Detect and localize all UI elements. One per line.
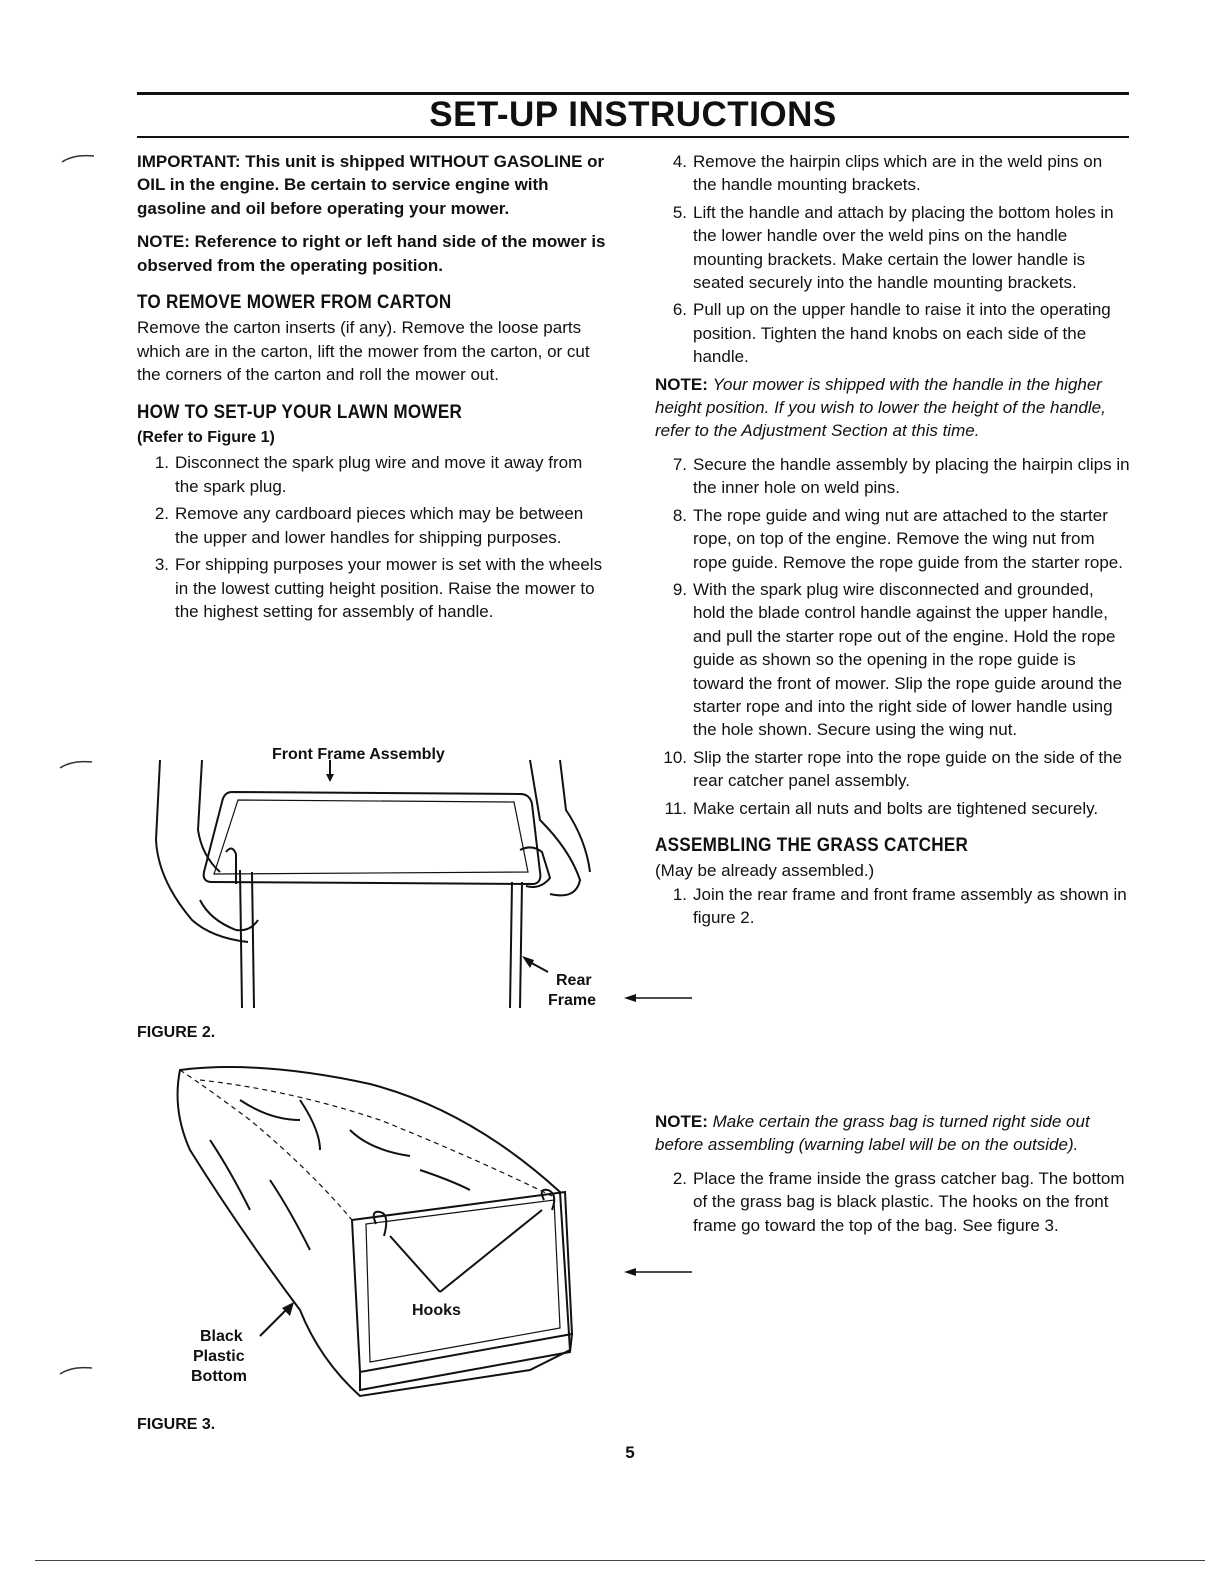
remove-from-carton-text: Remove the carton inserts (if any). Remove the loose parts which are in the carton, lift the mower from the carton, or cut the corners of the carton and roll the mower out. xyxy=(137,318,590,385)
step-number: 8. xyxy=(672,505,687,525)
margin-mark xyxy=(58,756,98,776)
bottom-label-line1: Black xyxy=(200,1328,243,1345)
list-item xyxy=(655,453,1130,500)
bottom-label-line3: Bottom xyxy=(191,1368,247,1385)
grass-catcher-subtitle: (May be already assembled.) xyxy=(655,861,875,881)
left-column xyxy=(137,150,609,627)
list-item xyxy=(655,1167,1130,1237)
remove-from-carton-heading: TO REMOVE MOWER FROM CARTON xyxy=(137,292,452,314)
step-text: Remove any cardboard pieces which may be between the upper and lower handles for shipping purposes. xyxy=(175,504,584,547)
list-item xyxy=(655,201,1130,295)
step-number: 5. xyxy=(672,202,687,222)
step-number: 2. xyxy=(672,1168,687,1188)
step-text: Pull up on the upper handle to raise it into the operating position. Tighten the hand knobs on each side of the handle. xyxy=(693,300,1111,367)
step-text: Make certain all nuts and bolts are tightened securely. xyxy=(693,798,1099,818)
figure2-pointer-arrow xyxy=(620,990,700,1010)
list-item xyxy=(655,883,1130,930)
figure2-caption: FIGURE 2. xyxy=(137,1024,216,1041)
grass-catcher-heading: ASSEMBLING THE GRASS CATCHER xyxy=(655,834,969,856)
side-reference-note: NOTE: Reference to right or left hand side of the mower is observed from the operating position. xyxy=(137,232,606,275)
rear-label-line2: Frame xyxy=(548,992,597,1009)
setup-heading: HOW TO SET-UP YOUR LAWN MOWER xyxy=(137,401,463,423)
step-number: 7. xyxy=(672,454,687,474)
catcher-step-list-2 xyxy=(655,1167,1130,1237)
step-text: Remove the hairpin clips which are in the weld pins on the handle mounting brackets. xyxy=(693,152,1103,195)
handle-steps-list xyxy=(655,150,1130,369)
step-number: 10. xyxy=(663,747,687,767)
figure3-illustration xyxy=(170,1060,590,1420)
step-number: 9. xyxy=(672,579,687,599)
bag-note-block xyxy=(655,1110,1130,1241)
note-text: Make certain the grass bag is turned right side out before assembling (warning label will be on the outside). xyxy=(655,1112,1090,1155)
important-notice: IMPORTANT: This unit is shipped WITHOUT GASOLINE or OIL in the engine. Be certain to service engine with gasoline and oil before operating your mower. xyxy=(137,152,605,218)
list-item xyxy=(655,578,1130,742)
step-number: 4. xyxy=(672,152,687,171)
step-text: Join the rear frame and front frame assembly as shown in figure 2. xyxy=(693,884,1127,928)
step-text: For shipping purposes your mower is set with the wheels in the lowest cutting height position. Raise the mower to the highest setting for assembly of handle. xyxy=(175,555,603,621)
step-number: 1. xyxy=(154,453,169,473)
handle-height-note xyxy=(655,373,1130,443)
list-item xyxy=(655,150,1130,197)
note-label: NOTE: xyxy=(655,374,708,394)
step-number: 2. xyxy=(154,504,169,524)
hooks-label: Hooks xyxy=(412,1302,461,1319)
list-item xyxy=(655,504,1130,574)
step-text: Disconnect the spark plug wire and move it away from the spark plug. xyxy=(175,453,583,496)
step-text: Slip the starter rope into the rope guide on the side of the rear catcher panel assembly. xyxy=(693,747,1123,791)
margin-mark xyxy=(58,1362,98,1382)
bag-orientation-note xyxy=(655,1110,1130,1157)
page-title: SET-UP INSTRUCTIONS xyxy=(429,95,837,134)
figure3-caption: FIGURE 3. xyxy=(137,1416,216,1433)
margin-mark xyxy=(60,150,100,170)
bottom-label-line2: Plastic xyxy=(193,1348,245,1365)
front-frame-label: Front Frame Assembly xyxy=(272,746,445,763)
list-item xyxy=(137,553,609,623)
list-item xyxy=(655,746,1130,793)
step-number: 11. xyxy=(664,798,687,818)
list-item xyxy=(137,451,609,498)
setup-steps-list xyxy=(137,451,609,623)
figure3-pointer-arrow xyxy=(620,1264,700,1284)
step-text: Lift the handle and attach by placing the bottom holes in the lower handle over the weld pins on the handle mounting brackets. Make certain the lower handle is seated securely into the handle mounting brackets. xyxy=(693,202,1114,293)
catcher-step-list-1 xyxy=(655,883,1130,930)
step-text: Secure the handle assembly by placing the hairpin clips in the inner hole on weld pins. xyxy=(693,454,1130,498)
step-text: With the spark plug wire disconnected and grounded, hold the blade control handle against the upper handle, and pull the starter rope out of the engine. Hold the rope guide as shown so the opening in the rope guide is toward the front of mower. Slip the rope guide around the starter rope and into the right side of lower handle using the hole shown. Secure using the wing nut. xyxy=(693,579,1123,740)
note-text: Your mower is shipped with the handle in the higher height position. If you wish to lower the height of the handle, refer to the Adjustment Section at this time. xyxy=(655,374,1106,441)
list-item xyxy=(655,298,1130,368)
rear-label-line1: Rear xyxy=(556,972,592,989)
setup-figure-reference: (Refer to Figure 1) xyxy=(137,429,275,447)
page-number: 5 xyxy=(625,1443,635,1462)
step-number: 1. xyxy=(672,884,687,904)
step-number: 3. xyxy=(154,555,169,575)
step-text: Place the frame inside the grass catcher bag. The bottom of the grass bag is black plastic. The hooks on the front frame go toward the top of the bag. See figure 3. xyxy=(693,1168,1125,1235)
step-text: The rope guide and wing nut are attached to the starter rope, on top of the engine. Remove the wing nut from rope guide. Remove the rope guide from the starter rope. xyxy=(693,505,1123,572)
figure2-illustration xyxy=(140,760,610,1020)
rope-steps-list xyxy=(655,453,1130,820)
header-bottom-rule xyxy=(137,136,1129,138)
note-label: NOTE: xyxy=(655,1112,708,1131)
right-column xyxy=(655,150,1130,934)
list-item xyxy=(137,502,609,549)
step-number: 6. xyxy=(672,300,687,320)
page-bottom-rule xyxy=(35,1560,1205,1561)
list-item xyxy=(655,797,1130,820)
